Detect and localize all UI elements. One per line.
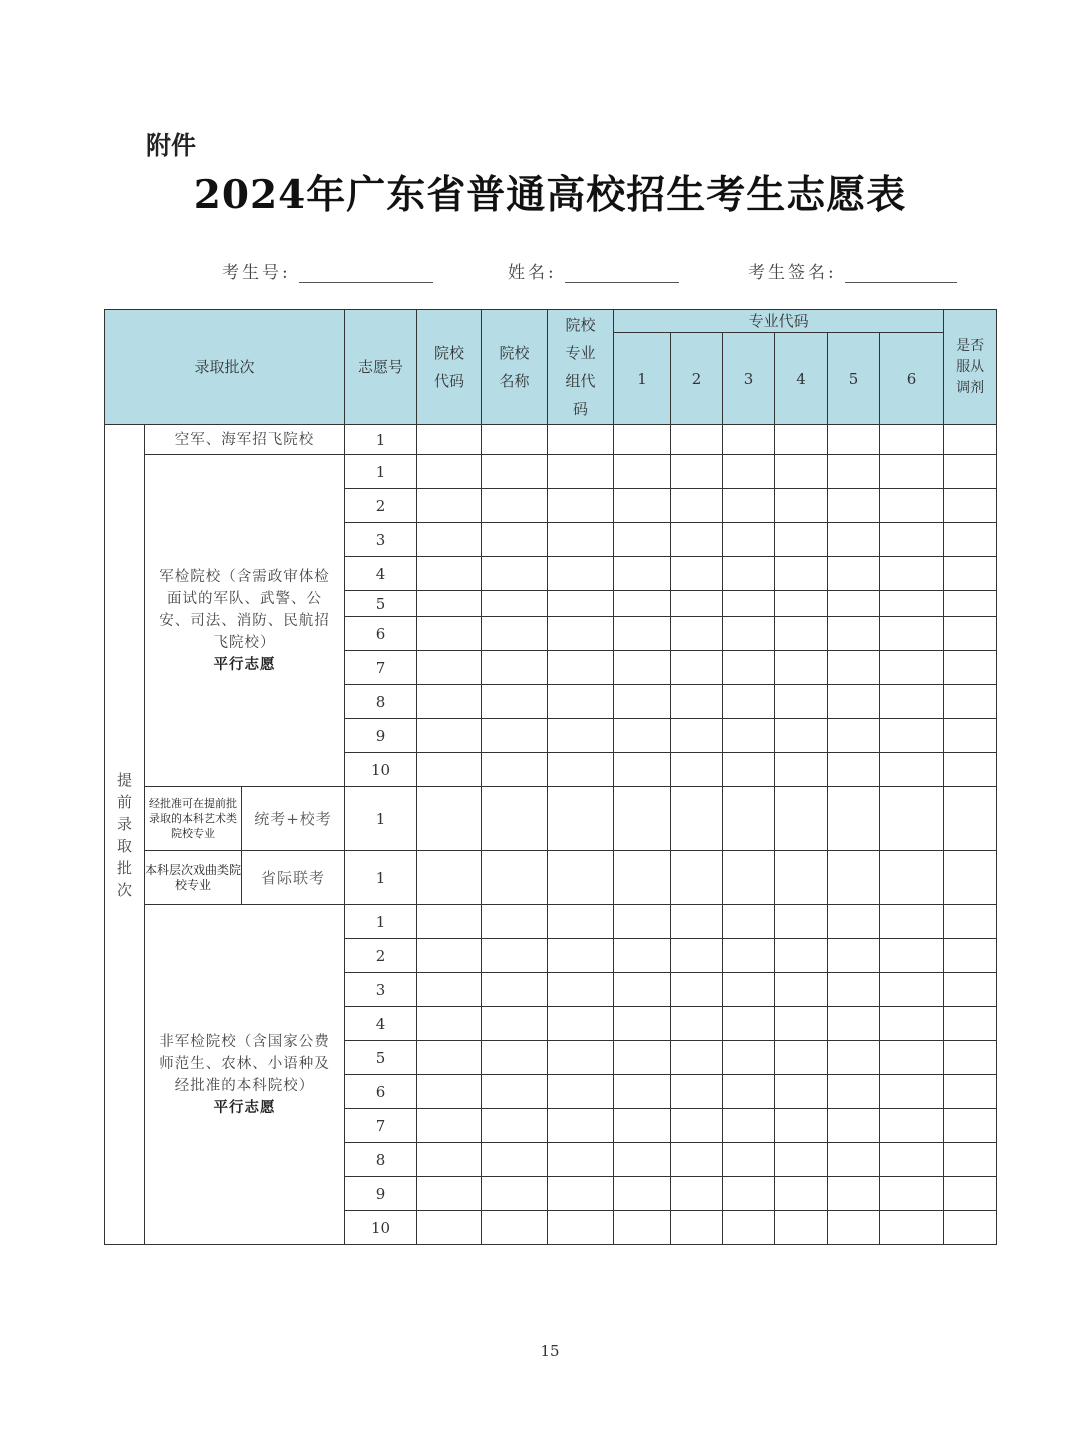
cell-non7-6[interactable] (775, 1143, 828, 1177)
name-input[interactable] (565, 262, 679, 283)
cell-non9-7[interactable] (828, 1211, 880, 1245)
cell-non7-1[interactable] (482, 1143, 548, 1177)
cell-arts-0[interactable] (417, 787, 482, 851)
cell-non1-2[interactable] (548, 939, 614, 973)
cell-mil1-0[interactable] (417, 489, 482, 523)
cell-non1-3[interactable] (614, 939, 671, 973)
cell-non8-6[interactable] (775, 1177, 828, 1211)
cell-non7-4[interactable] (671, 1143, 723, 1177)
cell-mil6-3[interactable] (614, 651, 671, 685)
header-major-2: 2 (671, 333, 723, 425)
cell-mil9-8[interactable] (880, 753, 944, 787)
cell-mil5-7[interactable] (828, 617, 880, 651)
cell-air-0[interactable] (417, 425, 482, 455)
cell-non5-9[interactable] (944, 1075, 997, 1109)
cell-non5-2[interactable] (548, 1075, 614, 1109)
cell-non3-6[interactable] (775, 1007, 828, 1041)
cell-non4-5[interactable] (723, 1041, 775, 1075)
parallel-label: 平行志愿 (213, 656, 276, 673)
cell-mil8-4[interactable] (671, 719, 723, 753)
cell-mil7-8[interactable] (880, 685, 944, 719)
cell-non4-8[interactable] (880, 1041, 944, 1075)
cell-non8-3[interactable] (614, 1177, 671, 1211)
cell-non3-5[interactable] (723, 1007, 775, 1041)
cell-non0-0[interactable] (417, 905, 482, 939)
cell-non4-9[interactable] (944, 1041, 997, 1075)
cell-non3-0[interactable] (417, 1007, 482, 1041)
cell-non7-9[interactable] (944, 1143, 997, 1177)
cell-non9-9[interactable] (944, 1211, 997, 1245)
cell-non4-2[interactable] (548, 1041, 614, 1075)
volunteer-number: 8 (345, 1143, 417, 1177)
cell-non1-0[interactable] (417, 939, 482, 973)
cell-non2-5[interactable] (723, 973, 775, 1007)
cell-non5-4[interactable] (671, 1075, 723, 1109)
name-field[interactable] (508, 258, 679, 283)
cell-mil7-0[interactable] (417, 685, 482, 719)
cell-mil7-6[interactable] (775, 685, 828, 719)
cell-arts-3[interactable] (614, 787, 671, 851)
exam-type-opera: 省际联考 (242, 851, 345, 905)
category-military: 军检院校（含需政审体检面试的军队、武警、公安、司法、消防、民航招飞院校） 平行志愿 (145, 455, 345, 787)
cell-non8-4[interactable] (671, 1177, 723, 1211)
header-major-6: 6 (880, 333, 944, 425)
cell-non7-2[interactable] (548, 1143, 614, 1177)
header-major-3: 3 (723, 333, 775, 425)
cell-non3-9[interactable] (944, 1007, 997, 1041)
cell-non0-5[interactable] (723, 905, 775, 939)
cell-non1-8[interactable] (880, 939, 944, 973)
candidate-number-label: 考生号: (222, 263, 291, 283)
volunteer-number: 2 (345, 939, 417, 973)
volunteer-number: 7 (345, 1109, 417, 1143)
cell-mil4-9[interactable] (944, 591, 997, 617)
cell-air-5[interactable] (723, 425, 775, 455)
header-adjust: 是否服从调剂 (944, 310, 997, 425)
cell-air-2[interactable] (548, 425, 614, 455)
cell-arts-8[interactable] (880, 787, 944, 851)
cell-mil6-9[interactable] (944, 651, 997, 685)
cell-mil6-0[interactable] (417, 651, 482, 685)
cell-mil0-0[interactable] (417, 455, 482, 489)
cell-non5-7[interactable] (828, 1075, 880, 1109)
cell-mil9-0[interactable] (417, 753, 482, 787)
cell-mil1-5[interactable] (723, 489, 775, 523)
table-row (105, 455, 997, 489)
cell-non8-8[interactable] (880, 1177, 944, 1211)
cell-non6-0[interactable] (417, 1109, 482, 1143)
cell-non1-6[interactable] (775, 939, 828, 973)
cell-non7-5[interactable] (723, 1143, 775, 1177)
signature-input[interactable] (845, 262, 957, 283)
cell-non3-3[interactable] (614, 1007, 671, 1041)
cell-non6-9[interactable] (944, 1109, 997, 1143)
cell-non6-3[interactable] (614, 1109, 671, 1143)
cell-mil4-0[interactable] (417, 591, 482, 617)
cell-opera-5[interactable] (723, 851, 775, 905)
cell-non4-0[interactable] (417, 1041, 482, 1075)
cell-mil9-3[interactable] (614, 753, 671, 787)
category-opera: 本科层次戏曲类院校专业 (145, 851, 242, 905)
cell-non3-8[interactable] (880, 1007, 944, 1041)
volunteer-number: 1 (345, 905, 417, 939)
cell-arts-2[interactable] (548, 787, 614, 851)
cell-arts-5[interactable] (723, 787, 775, 851)
cell-non7-3[interactable] (614, 1143, 671, 1177)
cell-mil8-3[interactable] (614, 719, 671, 753)
cell-non4-4[interactable] (671, 1041, 723, 1075)
cell-mil3-7[interactable] (828, 557, 880, 591)
cell-mil5-4[interactable] (671, 617, 723, 651)
cell-mil3-2[interactable] (548, 557, 614, 591)
cell-mil1-8[interactable] (880, 489, 944, 523)
cell-non4-7[interactable] (828, 1041, 880, 1075)
cell-non1-4[interactable] (671, 939, 723, 973)
cell-opera-6[interactable] (775, 851, 828, 905)
cell-mil9-2[interactable] (548, 753, 614, 787)
cell-non6-8[interactable] (880, 1109, 944, 1143)
cell-mil7-1[interactable] (482, 685, 548, 719)
cell-air-1[interactable] (482, 425, 548, 455)
cell-non7-8[interactable] (880, 1143, 944, 1177)
volunteer-number: 9 (345, 1177, 417, 1211)
cell-non3-2[interactable] (548, 1007, 614, 1041)
cell-mil6-5[interactable] (723, 651, 775, 685)
cell-mil0-8[interactable] (880, 455, 944, 489)
cell-non6-1[interactable] (482, 1109, 548, 1143)
cell-mil1-6[interactable] (775, 489, 828, 523)
cell-mil5-3[interactable] (614, 617, 671, 651)
cell-mil4-8[interactable] (880, 591, 944, 617)
name-label: 姓名: (508, 263, 557, 283)
header-batch: 录取批次 (105, 310, 345, 425)
cell-non8-0[interactable] (417, 1177, 482, 1211)
cell-non5-5[interactable] (723, 1075, 775, 1109)
cell-mil3-8[interactable] (880, 557, 944, 591)
cell-non0-8[interactable] (880, 905, 944, 939)
cell-non9-1[interactable] (482, 1211, 548, 1245)
cell-mil8-2[interactable] (548, 719, 614, 753)
cell-mil9-4[interactable] (671, 753, 723, 787)
category-air-navy: 空军、海军招飞院校 (145, 425, 345, 455)
cell-non6-5[interactable] (723, 1109, 775, 1143)
cell-non0-2[interactable] (548, 905, 614, 939)
cell-arts-4[interactable] (671, 787, 723, 851)
cell-opera-7[interactable] (828, 851, 880, 905)
cell-mil4-2[interactable] (548, 591, 614, 617)
cell-mil3-4[interactable] (671, 557, 723, 591)
batch-label-advance: 提前录取批次 (105, 425, 145, 1245)
cell-mil8-9[interactable] (944, 719, 997, 753)
cell-non7-7[interactable] (828, 1143, 880, 1177)
cell-non2-4[interactable] (671, 973, 723, 1007)
cell-non2-6[interactable] (775, 973, 828, 1007)
cell-mil6-6[interactable] (775, 651, 828, 685)
cell-mil8-8[interactable] (880, 719, 944, 753)
cell-mil7-3[interactable] (614, 685, 671, 719)
cell-non6-2[interactable] (548, 1109, 614, 1143)
cell-mil9-7[interactable] (828, 753, 880, 787)
cell-non4-6[interactable] (775, 1041, 828, 1075)
cell-mil0-3[interactable] (614, 455, 671, 489)
cell-air-4[interactable] (671, 425, 723, 455)
volunteer-number: 1 (345, 425, 417, 455)
volunteer-number: 6 (345, 617, 417, 651)
volunteer-number: 3 (345, 523, 417, 557)
cell-mil3-3[interactable] (614, 557, 671, 591)
cell-non4-3[interactable] (614, 1041, 671, 1075)
cell-opera-0[interactable] (417, 851, 482, 905)
cell-mil2-6[interactable] (775, 523, 828, 557)
cell-mil6-1[interactable] (482, 651, 548, 685)
cell-mil9-6[interactable] (775, 753, 828, 787)
cell-non2-8[interactable] (880, 973, 944, 1007)
cell-opera-4[interactable] (671, 851, 723, 905)
cell-non0-6[interactable] (775, 905, 828, 939)
cell-opera-9[interactable] (944, 851, 997, 905)
header-major-5: 5 (828, 333, 880, 425)
cell-mil8-1[interactable] (482, 719, 548, 753)
cell-opera-8[interactable] (880, 851, 944, 905)
cell-mil2-3[interactable] (614, 523, 671, 557)
cell-non2-3[interactable] (614, 973, 671, 1007)
cell-mil5-6[interactable] (775, 617, 828, 651)
cell-arts-1[interactable] (482, 787, 548, 851)
cell-non0-9[interactable] (944, 905, 997, 939)
parallel-label: 平行志愿 (213, 1099, 276, 1116)
cell-mil5-5[interactable] (723, 617, 775, 651)
cell-mil6-2[interactable] (548, 651, 614, 685)
cell-arts-9[interactable] (944, 787, 997, 851)
cell-non8-1[interactable] (482, 1177, 548, 1211)
cell-non0-3[interactable] (614, 905, 671, 939)
cell-mil1-3[interactable] (614, 489, 671, 523)
page-title: 2024年广东省普通高校招生考生志愿表 (193, 172, 907, 218)
cell-mil2-7[interactable] (828, 523, 880, 557)
cell-non2-0[interactable] (417, 973, 482, 1007)
cell-arts-7[interactable] (828, 787, 880, 851)
volunteer-number: 10 (345, 1211, 417, 1245)
cell-mil8-7[interactable] (828, 719, 880, 753)
cell-air-3[interactable] (614, 425, 671, 455)
cell-non9-8[interactable] (880, 1211, 944, 1245)
cell-mil7-2[interactable] (548, 685, 614, 719)
cell-non9-4[interactable] (671, 1211, 723, 1245)
cell-non3-7[interactable] (828, 1007, 880, 1041)
signature-label: 考生签名: (748, 263, 837, 283)
category-non-military: 非军检院校（含国家公费师范生、农林、小语种及经批准的本科院校） 平行志愿 (145, 905, 345, 1245)
cell-opera-1[interactable] (482, 851, 548, 905)
cell-mil7-7[interactable] (828, 685, 880, 719)
volunteer-number: 8 (345, 685, 417, 719)
cell-mil4-7[interactable] (828, 591, 880, 617)
cell-non1-1[interactable] (482, 939, 548, 973)
header-major-code: 专业代码 (614, 310, 944, 333)
cell-mil2-5[interactable] (723, 523, 775, 557)
cell-mil5-2[interactable] (548, 617, 614, 651)
cell-non0-7[interactable] (828, 905, 880, 939)
cell-mil2-1[interactable] (482, 523, 548, 557)
cell-non5-0[interactable] (417, 1075, 482, 1109)
volunteer-number: 10 (345, 753, 417, 787)
cell-non3-1[interactable] (482, 1007, 548, 1041)
volunteer-number: 7 (345, 651, 417, 685)
cell-mil1-4[interactable] (671, 489, 723, 523)
candidate-info (0, 258, 1080, 288)
cell-mil6-8[interactable] (880, 651, 944, 685)
header-volunteer-no: 志愿号 (345, 310, 417, 425)
cell-mil7-9[interactable] (944, 685, 997, 719)
cell-non0-1[interactable] (482, 905, 548, 939)
cell-non9-6[interactable] (775, 1211, 828, 1245)
cell-mil4-6[interactable] (775, 591, 828, 617)
cell-non8-5[interactable] (723, 1177, 775, 1211)
cell-mil0-9[interactable] (944, 455, 997, 489)
cell-mil1-1[interactable] (482, 489, 548, 523)
cell-non9-3[interactable] (614, 1211, 671, 1245)
cell-non1-5[interactable] (723, 939, 775, 973)
cell-mil4-3[interactable] (614, 591, 671, 617)
cell-mil4-4[interactable] (671, 591, 723, 617)
cell-non3-4[interactable] (671, 1007, 723, 1041)
cell-air-9[interactable] (944, 425, 997, 455)
volunteer-number: 2 (345, 489, 417, 523)
volunteer-number: 4 (345, 557, 417, 591)
cell-mil3-5[interactable] (723, 557, 775, 591)
header-school-code: 院校代码 (417, 310, 482, 425)
header-group-code: 院校专业组代码 (548, 310, 614, 425)
table-row (105, 905, 997, 939)
cell-mil0-5[interactable] (723, 455, 775, 489)
cell-mil1-2[interactable] (548, 489, 614, 523)
cell-mil3-0[interactable] (417, 557, 482, 591)
cell-non7-0[interactable] (417, 1143, 482, 1177)
volunteer-number: 9 (345, 719, 417, 753)
cell-non2-1[interactable] (482, 973, 548, 1007)
cell-mil1-7[interactable] (828, 489, 880, 523)
cell-non6-6[interactable] (775, 1109, 828, 1143)
cell-non5-8[interactable] (880, 1075, 944, 1109)
cell-mil2-4[interactable] (671, 523, 723, 557)
cell-mil3-6[interactable] (775, 557, 828, 591)
volunteer-number: 6 (345, 1075, 417, 1109)
cell-non8-9[interactable] (944, 1177, 997, 1211)
cell-non8-7[interactable] (828, 1177, 880, 1211)
cell-non4-1[interactable] (482, 1041, 548, 1075)
cell-mil5-8[interactable] (880, 617, 944, 651)
cell-non0-4[interactable] (671, 905, 723, 939)
cell-non5-3[interactable] (614, 1075, 671, 1109)
cell-mil0-2[interactable] (548, 455, 614, 489)
header-major-1: 1 (614, 333, 671, 425)
volunteer-number: 1 (345, 455, 417, 489)
cell-air-6[interactable] (775, 425, 828, 455)
cell-mil8-6[interactable] (775, 719, 828, 753)
cell-opera-2[interactable] (548, 851, 614, 905)
cell-mil9-1[interactable] (482, 753, 548, 787)
cell-non6-4[interactable] (671, 1109, 723, 1143)
cell-non8-2[interactable] (548, 1177, 614, 1211)
cell-non2-9[interactable] (944, 973, 997, 1007)
volunteer-number: 3 (345, 973, 417, 1007)
cell-non2-7[interactable] (828, 973, 880, 1007)
cell-non5-6[interactable] (775, 1075, 828, 1109)
cell-mil9-9[interactable] (944, 753, 997, 787)
cell-mil4-1[interactable] (482, 591, 548, 617)
cell-mil2-0[interactable] (417, 523, 482, 557)
attachment-label: 附件 (146, 131, 197, 160)
cell-mil7-4[interactable] (671, 685, 723, 719)
cell-mil2-9[interactable] (944, 523, 997, 557)
cell-mil0-1[interactable] (482, 455, 548, 489)
cell-non9-0[interactable] (417, 1211, 482, 1245)
volunteer-number: 1 (345, 787, 417, 851)
cell-non2-2[interactable] (548, 973, 614, 1007)
category-arts: 经批准可在提前批录取的本科艺术类院校专业 (145, 787, 242, 851)
cell-mil3-9[interactable] (944, 557, 997, 591)
exam-type-arts: 统考+校考 (242, 787, 345, 851)
volunteer-table (104, 309, 997, 1245)
cell-mil2-2[interactable] (548, 523, 614, 557)
cell-opera-3[interactable] (614, 851, 671, 905)
header-major-4: 4 (775, 333, 828, 425)
cell-mil5-0[interactable] (417, 617, 482, 651)
cell-non1-9[interactable] (944, 939, 997, 973)
cell-air-8[interactable] (880, 425, 944, 455)
cell-air-7[interactable] (828, 425, 880, 455)
cell-non1-7[interactable] (828, 939, 880, 973)
cell-mil3-1[interactable] (482, 557, 548, 591)
cell-mil9-5[interactable] (723, 753, 775, 787)
cell-mil2-8[interactable] (880, 523, 944, 557)
cell-mil0-6[interactable] (775, 455, 828, 489)
page-number: 15 (540, 1342, 560, 1360)
cell-mil8-5[interactable] (723, 719, 775, 753)
cell-mil6-4[interactable] (671, 651, 723, 685)
cell-arts-6[interactable] (775, 787, 828, 851)
cell-non9-2[interactable] (548, 1211, 614, 1245)
signature-field[interactable] (748, 258, 957, 283)
cell-mil7-5[interactable] (723, 685, 775, 719)
cell-non9-5[interactable] (723, 1211, 775, 1245)
cell-non6-7[interactable] (828, 1109, 880, 1143)
cell-mil1-9[interactable] (944, 489, 997, 523)
cell-non5-1[interactable] (482, 1075, 548, 1109)
header-school-name: 院校名称 (482, 310, 548, 425)
volunteer-number: 1 (345, 851, 417, 905)
cell-mil8-0[interactable] (417, 719, 482, 753)
cell-mil5-9[interactable] (944, 617, 997, 651)
volunteer-number: 4 (345, 1007, 417, 1041)
candidate-number-field[interactable] (222, 258, 433, 283)
cell-mil4-5[interactable] (723, 591, 775, 617)
volunteer-number: 5 (345, 1041, 417, 1075)
cell-mil5-1[interactable] (482, 617, 548, 651)
candidate-number-input[interactable] (299, 262, 433, 283)
volunteer-number: 5 (345, 591, 417, 617)
cell-mil0-7[interactable] (828, 455, 880, 489)
cell-mil0-4[interactable] (671, 455, 723, 489)
cell-mil6-7[interactable] (828, 651, 880, 685)
